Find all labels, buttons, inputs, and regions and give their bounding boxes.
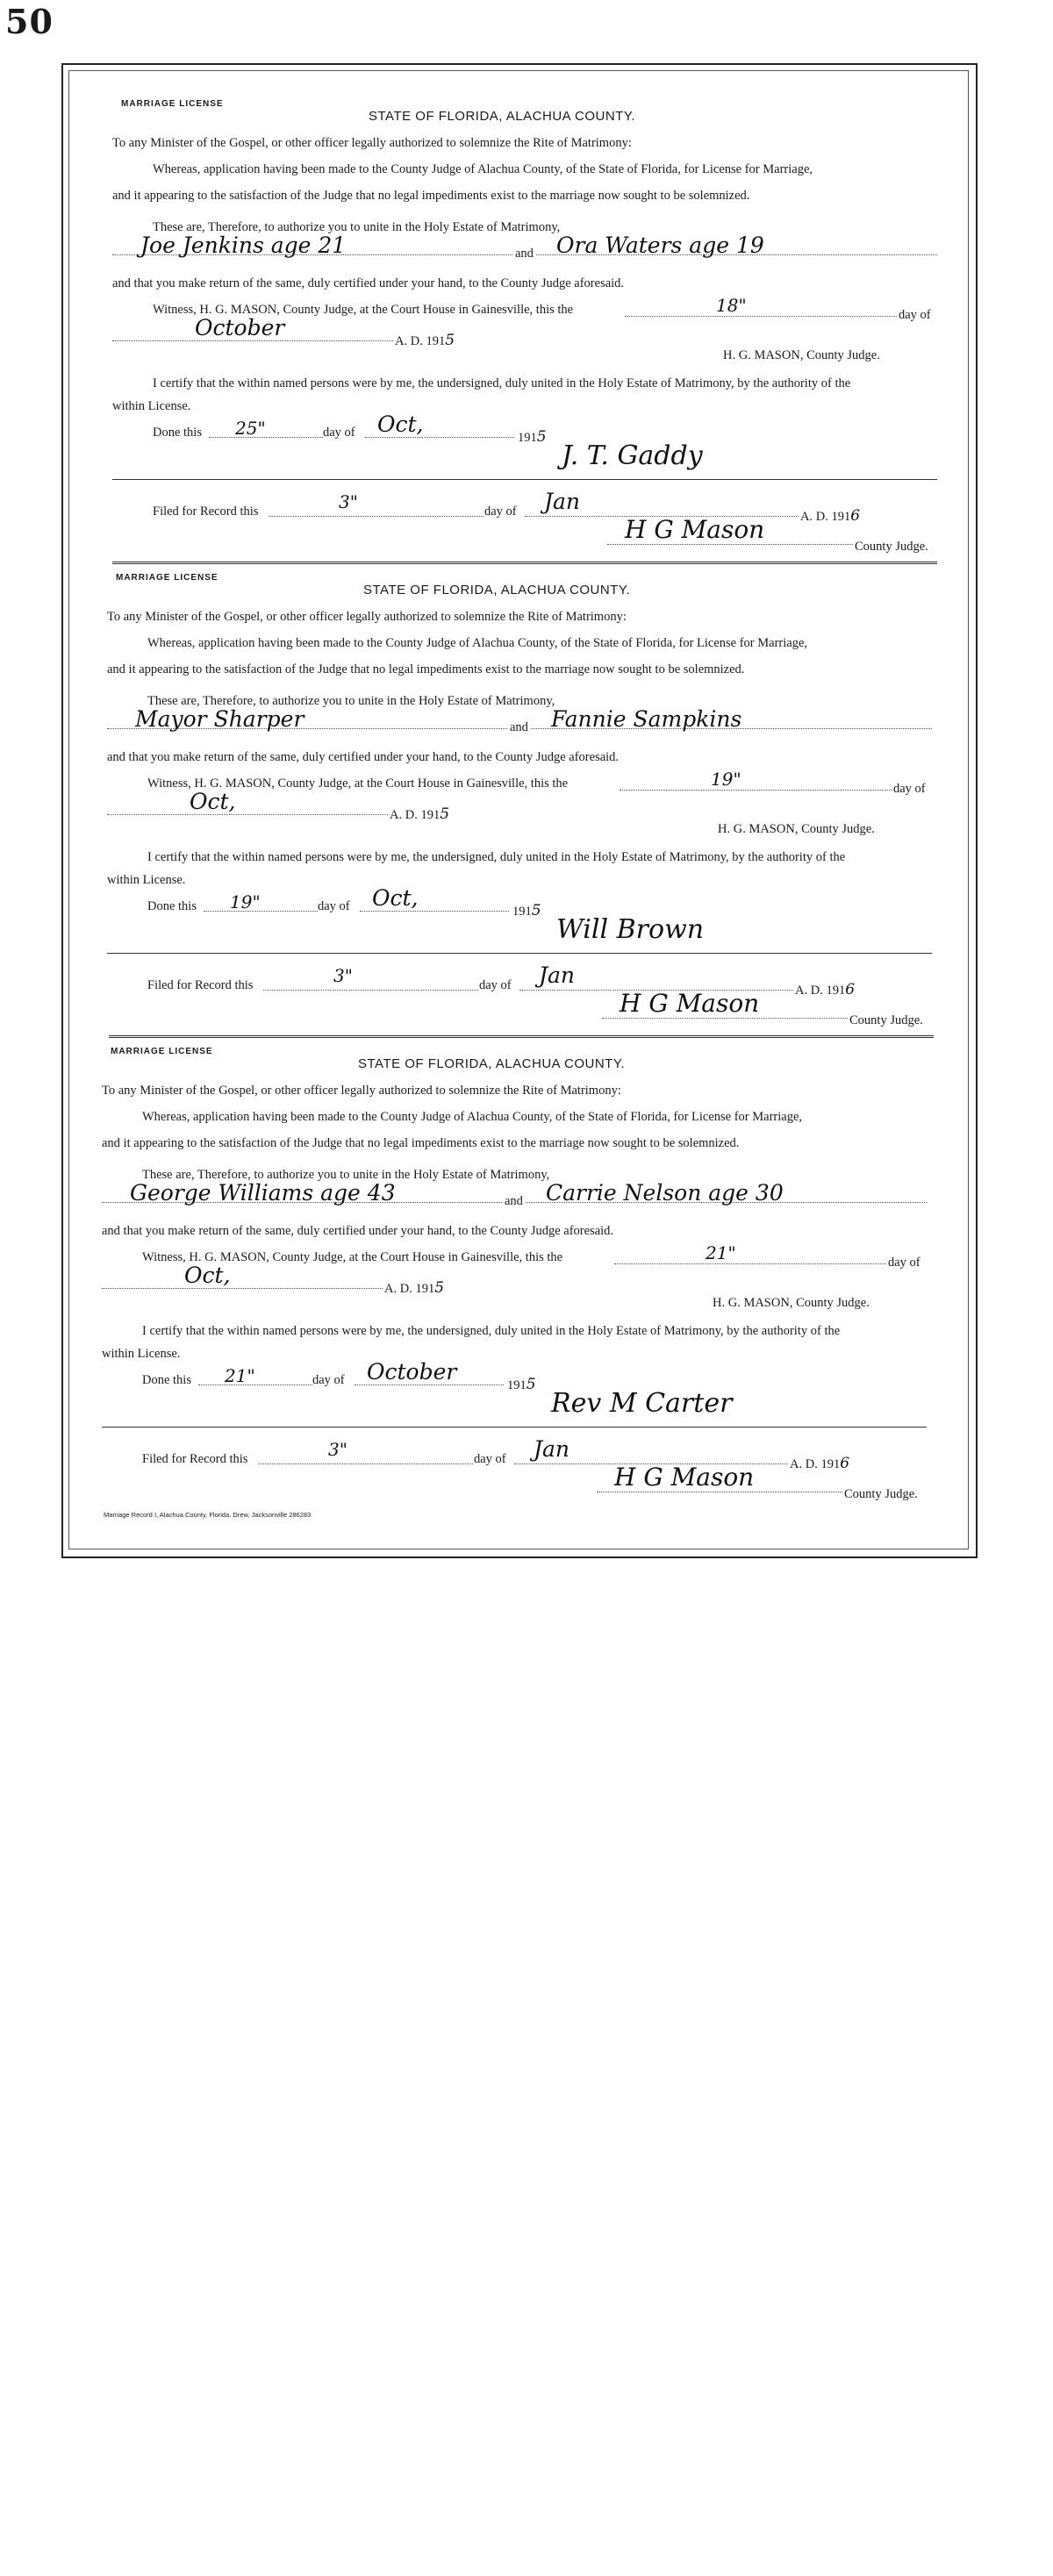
record-header: MARRIAGE LICENSE bbox=[111, 1047, 213, 1056]
done-this-label: Done this bbox=[153, 426, 202, 440]
judge-signature-line: H. G. MASON, County Judge. bbox=[713, 1296, 870, 1310]
whereas-line-2: and it appearing to the satisfaction of the Judge that no legal impediments exist to the marriage now sought to be solemnized. bbox=[107, 662, 745, 676]
to-line: To any Minister of the Gospel, or other officer legally authorized to solemnize the Rite of Matrimony: bbox=[102, 1084, 621, 1098]
certify-line-2: within License. bbox=[112, 399, 191, 413]
return-line: and that you make return of the same, duly certified under your hand, to the County Judge aforesaid. bbox=[107, 750, 620, 764]
filed-year-digit: 6 bbox=[845, 981, 856, 998]
filed-judge-signature: H G Mason bbox=[614, 1463, 755, 1492]
witness-line: Witness, H. G. MASON, County Judge, at the Court House in Gainesville, this the bbox=[142, 1250, 563, 1264]
bride-name: Ora Waters age 19 bbox=[556, 233, 764, 258]
officiant-line bbox=[112, 479, 937, 480]
bride-name: Fannie Sampkins bbox=[551, 706, 742, 732]
witness-line: Witness, H. G. MASON, County Judge, at the Court House in Gainesville, this the bbox=[147, 776, 569, 791]
filed-judge-signature: H G Mason bbox=[620, 989, 760, 1018]
witness-month-dotted bbox=[107, 814, 388, 815]
done-day-dotted bbox=[209, 437, 323, 438]
groom-name: Mayor Sharper bbox=[135, 706, 304, 732]
done-month: October bbox=[367, 1359, 457, 1385]
done-month: Oct, bbox=[377, 411, 424, 437]
done-year-digit: 5 bbox=[536, 428, 547, 446]
done-day-dotted bbox=[204, 911, 318, 912]
certify-line-2: within License. bbox=[107, 873, 186, 887]
page-number: 50 bbox=[5, 2, 54, 41]
county-judge-label: County Judge. bbox=[849, 1013, 923, 1027]
whereas-line-2: and it appearing to the satisfaction of the Judge that no legal impediments exist to the marriage now sought to be solemnized. bbox=[112, 189, 750, 203]
filed-day: 3" bbox=[339, 491, 358, 512]
done-day: 19" bbox=[230, 891, 261, 912]
done-this-label: Done this bbox=[147, 899, 197, 913]
done-year: 1915 bbox=[507, 1376, 536, 1393]
filed-ad: A. D. 1916 bbox=[790, 1455, 850, 1472]
form-footer: Marriage Record I, Alachua County, Florida. Drew, Jacksonville 286283 bbox=[104, 1511, 312, 1519]
done-month: Oct, bbox=[372, 885, 419, 911]
filed-ad: A. D. 1916 bbox=[800, 507, 861, 525]
filed-day: 3" bbox=[333, 965, 353, 986]
witness-year-digit: 5 bbox=[445, 332, 455, 349]
done-day: 25" bbox=[235, 418, 266, 439]
witness-month: October bbox=[195, 315, 285, 340]
witness-month: Oct, bbox=[184, 1263, 231, 1288]
judge-signature-line: H. G. MASON, County Judge. bbox=[718, 822, 875, 836]
record-title: STATE OF FLORIDA, ALACHUA COUNTY. bbox=[363, 583, 631, 597]
record-title: STATE OF FLORIDA, ALACHUA COUNTY. bbox=[369, 109, 636, 124]
these-line: These are, Therefore, to authorize you to unite in the Holy Estate of Matrimony, bbox=[147, 694, 555, 708]
filed-label: Filed for Record this bbox=[153, 504, 259, 519]
record-separator-1 bbox=[112, 562, 937, 564]
bride-name: Carrie Nelson age 30 bbox=[546, 1180, 784, 1206]
day-of-label-2: day of bbox=[323, 426, 355, 440]
day-of-label: day of bbox=[893, 782, 926, 796]
record-header: MARRIAGE LICENSE bbox=[121, 99, 224, 109]
day-of-label: day of bbox=[899, 308, 931, 322]
certify-line-1: I certify that the within named persons were by me, the undersigned, duly united in the Holy Estate of Matrimony, by the authority of the bbox=[147, 850, 846, 864]
and-word: and bbox=[505, 1194, 523, 1208]
day-of-label-3: day of bbox=[474, 1452, 506, 1466]
whereas-line-1: Whereas, application having been made to the County Judge of Alachua County, of the State of Florida, for License for Marriage, bbox=[142, 1110, 803, 1124]
done-this-label: Done this bbox=[142, 1373, 191, 1387]
done-year-digit: 5 bbox=[531, 902, 541, 919]
witness-line: Witness, H. G. MASON, County Judge, at the Court House in Gainesville, this the bbox=[153, 303, 574, 317]
filed-ad: A. D. 1916 bbox=[795, 981, 856, 998]
witness-day-dotted bbox=[620, 790, 892, 791]
day-of-label-3: day of bbox=[479, 978, 512, 992]
county-judge-label: County Judge. bbox=[855, 540, 928, 554]
filed-month: Jan bbox=[534, 1436, 570, 1462]
judge-signature-line: H. G. MASON, County Judge. bbox=[723, 348, 880, 362]
witness-year-digit: 5 bbox=[434, 1279, 445, 1297]
groom-name: Joe Jenkins age 21 bbox=[140, 233, 347, 258]
filed-month: Jan bbox=[539, 962, 576, 988]
day-of-label-3: day of bbox=[484, 504, 517, 519]
record-title: STATE OF FLORIDA, ALACHUA COUNTY. bbox=[358, 1056, 626, 1071]
officiant-signature: J. T. Gaddy bbox=[562, 440, 703, 471]
done-year: 1915 bbox=[518, 428, 547, 446]
done-year: 1915 bbox=[512, 902, 541, 919]
filed-year-digit: 6 bbox=[840, 1455, 850, 1472]
witness-month: Oct, bbox=[190, 789, 236, 814]
these-line: These are, Therefore, to authorize you to unite in the Holy Estate of Matrimony, bbox=[153, 220, 561, 234]
filed-label: Filed for Record this bbox=[147, 978, 254, 992]
and-word: and bbox=[515, 247, 534, 261]
filed-judge-signature: H G Mason bbox=[625, 515, 765, 544]
done-month-dotted bbox=[365, 437, 514, 438]
filed-day-dotted bbox=[269, 516, 484, 517]
record-header: MARRIAGE LICENSE bbox=[116, 573, 218, 583]
and-word: and bbox=[510, 720, 528, 734]
groom-name: George Williams age 43 bbox=[130, 1180, 396, 1206]
to-line: To any Minister of the Gospel, or other officer legally authorized to solemnize the Rite of Matrimony: bbox=[107, 610, 627, 624]
filed-sig-dotted bbox=[602, 1018, 848, 1019]
officiant-signature: Will Brown bbox=[556, 914, 705, 945]
whereas-line-1: Whereas, application having been made to the County Judge of Alachua County, of the State of Florida, for License for Marriage, bbox=[153, 162, 813, 176]
witness-month-dotted bbox=[112, 340, 393, 341]
officiant-line bbox=[107, 953, 932, 954]
witness-month-dotted bbox=[102, 1288, 383, 1289]
witness-day: 19" bbox=[711, 769, 741, 790]
ad-label: A. D. 1915 bbox=[384, 1279, 445, 1297]
witness-day-dotted bbox=[614, 1263, 886, 1264]
these-line: These are, Therefore, to authorize you to unite in the Holy Estate of Matrimony, bbox=[142, 1168, 550, 1182]
return-line: and that you make return of the same, duly certified under your hand, to the County Judge aforesaid. bbox=[102, 1224, 614, 1238]
day-of-label-2: day of bbox=[312, 1373, 345, 1387]
witness-day: 21" bbox=[706, 1242, 736, 1263]
to-line: To any Minister of the Gospel, or other officer legally authorized to solemnize the Rite of Matrimony: bbox=[112, 136, 632, 150]
certify-line-1: I certify that the within named persons were by me, the undersigned, duly united in the Holy Estate of Matrimony, by the authority of the bbox=[142, 1324, 841, 1338]
filed-month: Jan bbox=[544, 489, 581, 514]
filed-day-dotted bbox=[258, 1463, 473, 1464]
witness-day: 18" bbox=[716, 295, 747, 316]
whereas-line-1: Whereas, application having been made to the County Judge of Alachua County, of the State of Florida, for License for Marriage, bbox=[147, 636, 808, 650]
filed-day-dotted bbox=[263, 990, 478, 991]
officiant-line bbox=[102, 1427, 927, 1428]
day-of-label-2: day of bbox=[318, 899, 350, 913]
day-of-label: day of bbox=[888, 1256, 920, 1270]
ad-label: A. D. 1915 bbox=[390, 805, 450, 823]
filed-year-digit: 6 bbox=[850, 507, 861, 525]
filed-day: 3" bbox=[328, 1439, 347, 1460]
done-year-digit: 5 bbox=[526, 1376, 536, 1393]
done-month-dotted bbox=[360, 911, 509, 912]
return-line: and that you make return of the same, duly certified under your hand, to the County Judge aforesaid. bbox=[112, 276, 625, 290]
witness-year-digit: 5 bbox=[440, 805, 450, 823]
done-day: 21" bbox=[225, 1365, 255, 1386]
filed-sig-dotted bbox=[607, 544, 853, 545]
officiant-signature: Rev M Carter bbox=[551, 1388, 733, 1419]
record-separator-2 bbox=[109, 1035, 934, 1038]
filed-label: Filed for Record this bbox=[142, 1452, 248, 1466]
certify-line-1: I certify that the within named persons were by me, the undersigned, duly united in the Holy Estate of Matrimony, by the authority of the bbox=[153, 376, 851, 390]
certify-line-2: within License. bbox=[102, 1347, 181, 1361]
witness-day-dotted bbox=[625, 316, 897, 317]
whereas-line-2: and it appearing to the satisfaction of the Judge that no legal impediments exist to the marriage now sought to be solemnized. bbox=[102, 1136, 740, 1150]
ad-label: A. D. 1915 bbox=[395, 332, 455, 349]
county-judge-label: County Judge. bbox=[844, 1487, 918, 1501]
